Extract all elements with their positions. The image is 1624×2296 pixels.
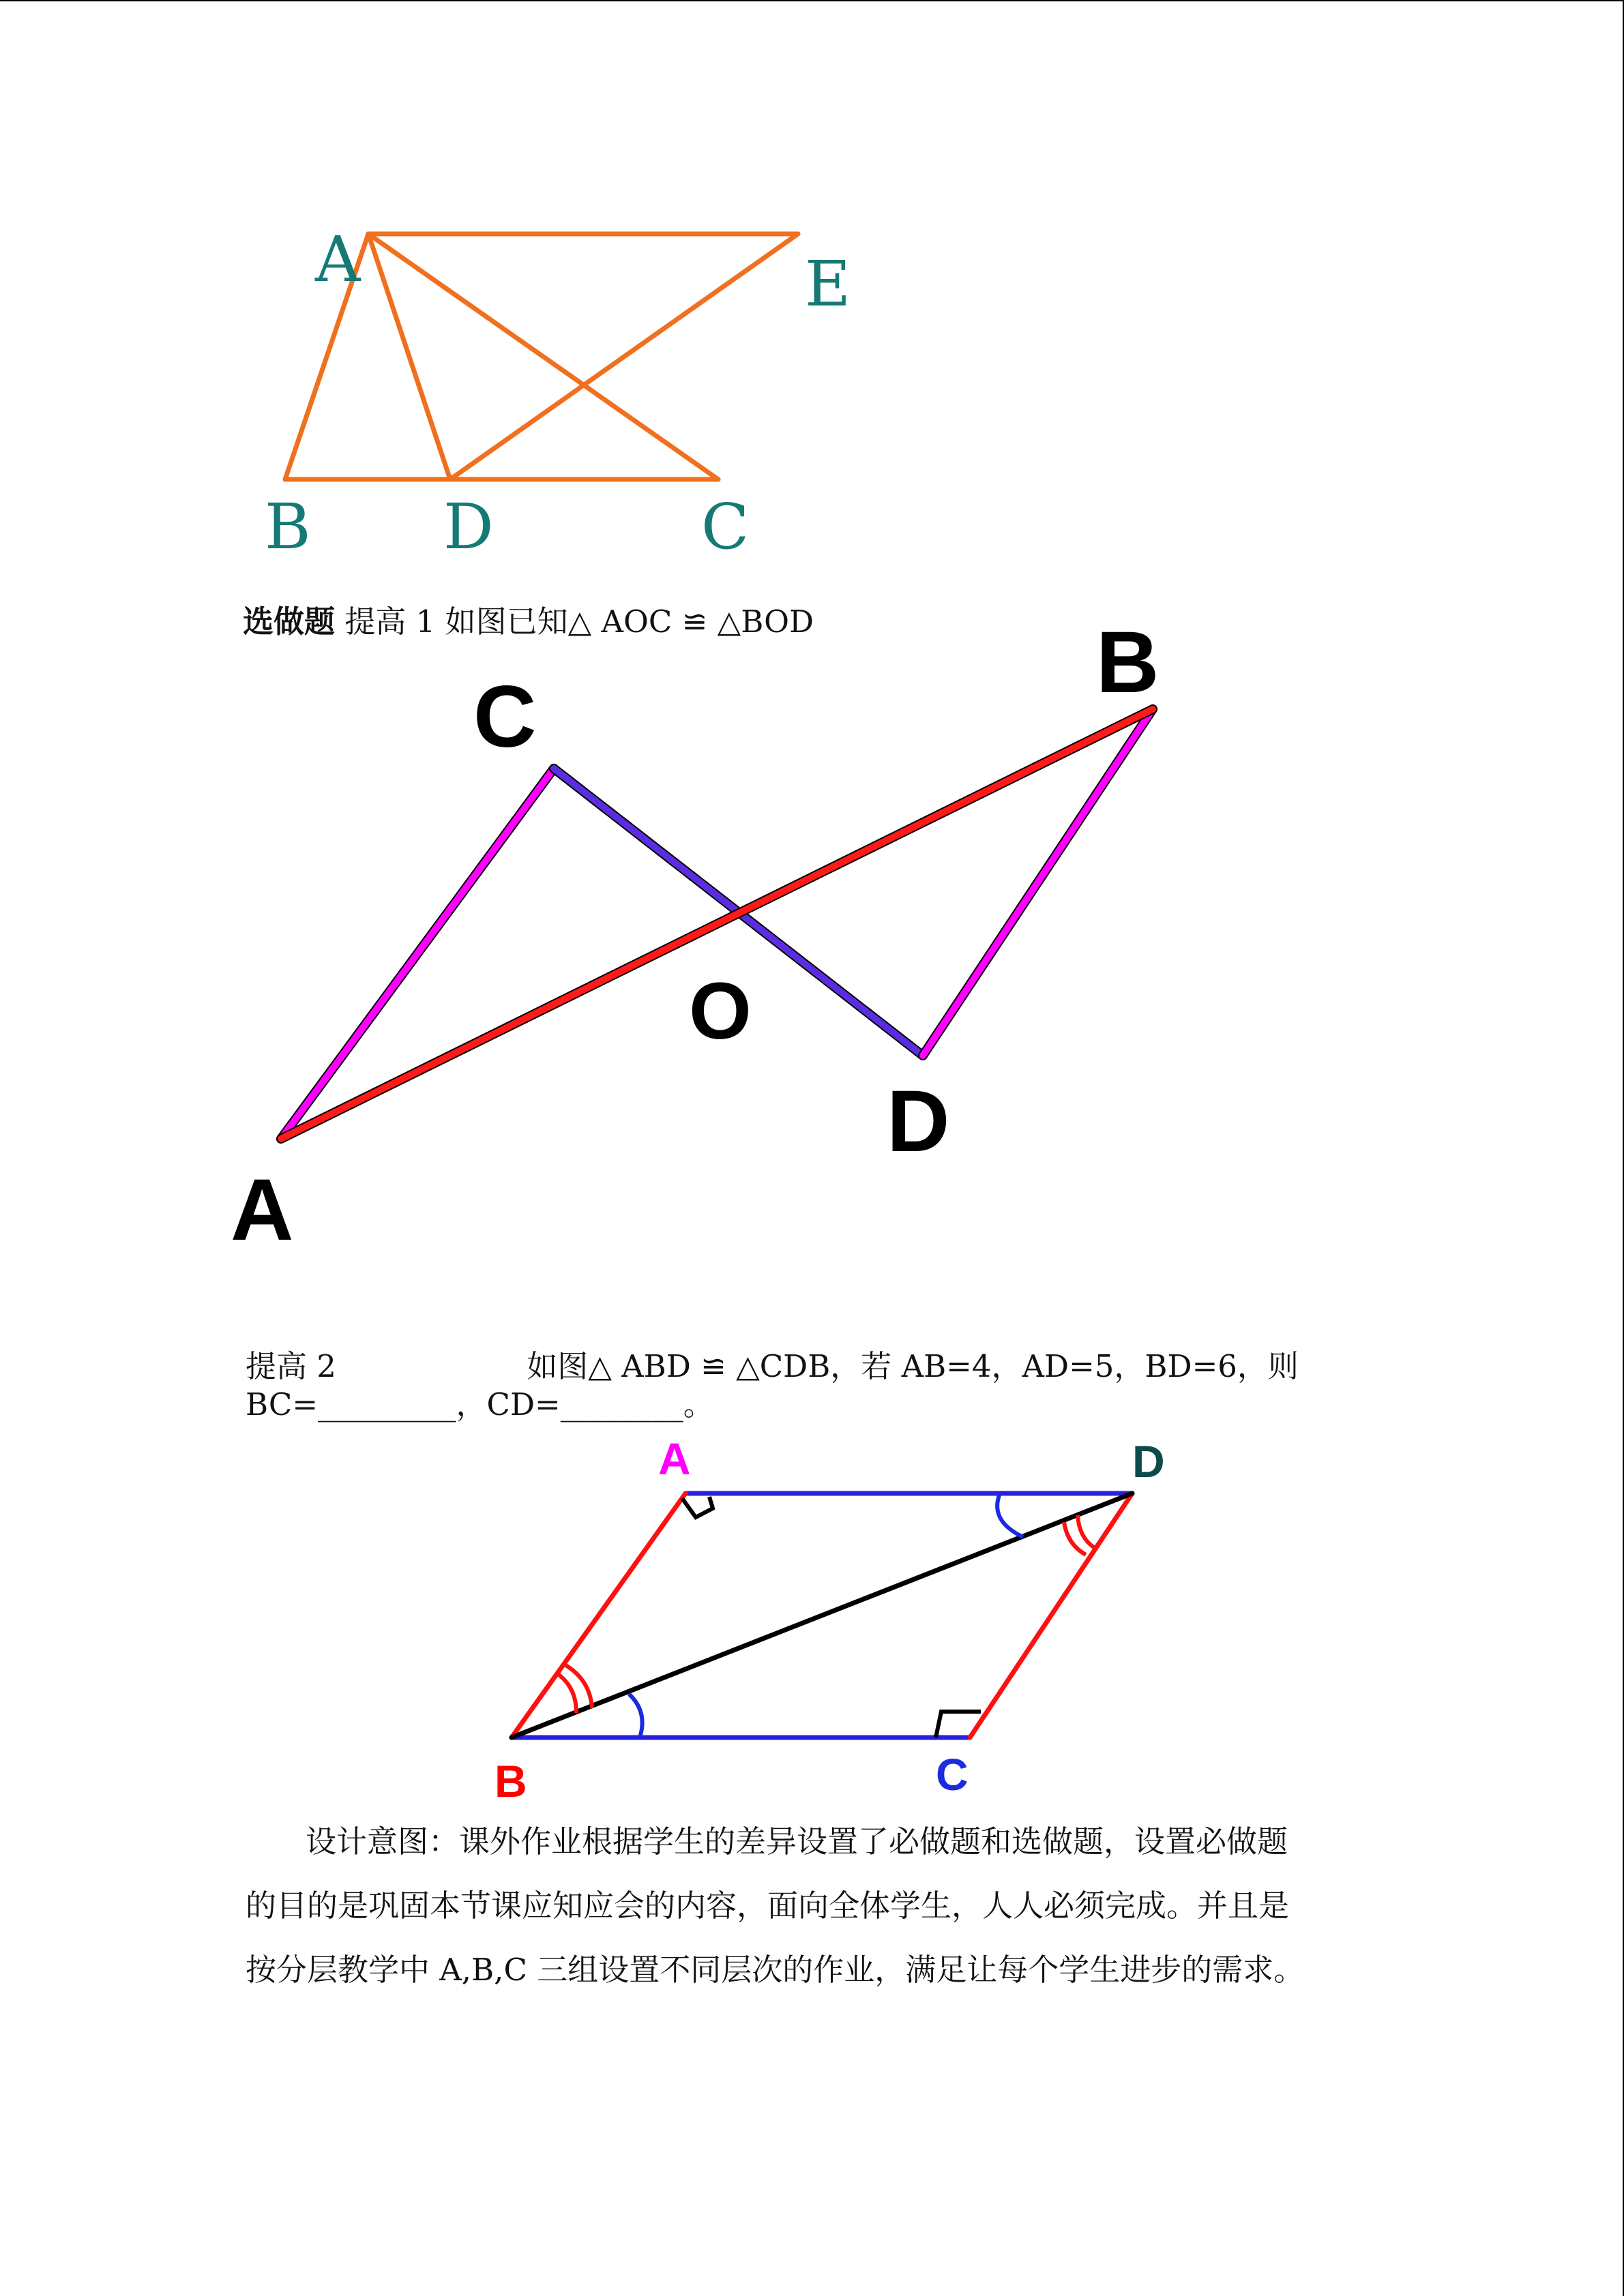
segment-dc [970,1493,1132,1738]
label-d: D [887,1073,950,1170]
angle-mark-bdc-2 [1078,1515,1095,1548]
label-d: D [443,490,494,563]
label-b: B [494,1756,527,1806]
label-b: B [1096,614,1160,711]
label-a: A [658,1433,691,1484]
problem-2-title: 提高 2 [246,1348,336,1384]
angle-mark-dbc-blue [629,1694,643,1738]
segment-bd [512,1493,1132,1738]
elective-title: 选做题 [243,603,336,640]
problem-2-line1: 如图△ ABD ≌ △CDB，若 AB=4，AD=5，BD=6，则 [527,1348,1299,1384]
design-line-2: 的目的是巩固本节课应知应会的内容，面向全体学生，人人必须完成。并且是 [246,1888,1290,1924]
label-c: C [936,1749,969,1800]
design-intent [246,1810,1378,2002]
angle-mark-adb-blue [997,1493,1023,1537]
label-a: A [315,223,361,296]
label-c: C [473,668,537,766]
label-a: A [231,1161,294,1259]
label-o: O [689,966,752,1056]
design-line-1: 设计意图：课外作业根据学生的差异设置了必做题和选做题，设置必做题 [306,1823,1288,1860]
label-e: E [805,248,851,320]
label-b: B [265,490,311,563]
elective-text: 提高 1 如图已知△ AOC ≌ △BOD [344,603,814,640]
angle-mark-a [682,1497,713,1517]
angle-mark-abd-1 [558,1674,576,1713]
label-d: D [1132,1436,1165,1487]
problem-2-line2: BC=_________，CD=________。 [246,1386,714,1422]
design-line-3: 按分层教学中 A,B,C 三组设置不同层次的作业，满足让每个学生进步的需求。 [246,1952,1305,1988]
label-c: C [701,490,750,563]
